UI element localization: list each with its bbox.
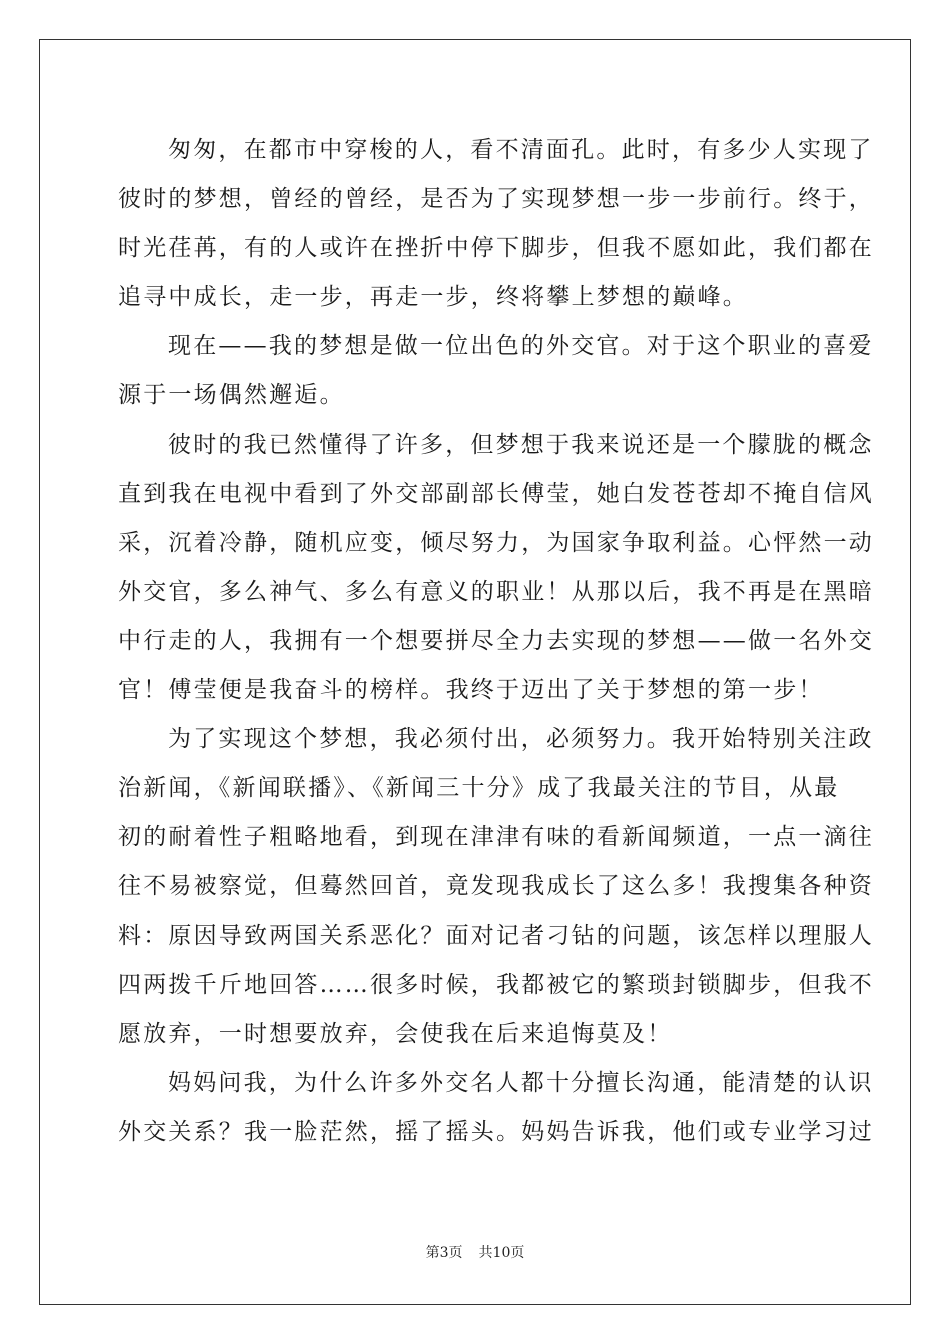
page-footer [0, 1244, 950, 1262]
text-line: 外交官，多么神气、多么有意义的职业！从那以后，我不再是在黑暗 [118, 578, 874, 605]
text-line: 彼时的梦想，曾经的曾经，是否为了实现梦想一步一步前行。终于， [118, 186, 874, 213]
text-line: 官！傅莹便是我奋斗的榜样。我终于迈出了关于梦想的第一步！ [118, 677, 824, 704]
text-line: 匆匆，在都市中穿梭的人，看不清面孔。此时，有多少人实现了 [168, 137, 874, 163]
page-number-total: 共10页 [478, 1245, 525, 1261]
text-line: 追寻中成长，走一步，再走一步，终将攀上梦想的巅峰。 [118, 284, 748, 311]
text-line: 四两拨千斤地回答……很多时候，我都被它的繁琐封锁脚步，但我不 [118, 971, 874, 998]
text-line: 初的耐着性子粗略地看，到现在津津有味的看新闻频道，一点一滴往 [118, 824, 874, 851]
text-line: 直到我在电视中看到了外交部副部长傅莹，她白发苍苍却不掩自信风 [118, 480, 874, 507]
text-line: 为了实现这个梦想，我必须付出，必须努力。我开始特别关注政 [168, 726, 874, 753]
text-line: 采，沉着冷静，随机应变，倾尽努力，为国家争取利益。心怦然一动 [118, 529, 874, 556]
text-line: 彼时的我已然懂得了许多，但梦想于我来说还是一个朦胧的概念 [168, 431, 874, 458]
text-line: 愿放弃，一时想要放弃，会使我在后来追悔莫及！ [118, 1020, 673, 1047]
text-line: 现在——我的梦想是做一位出色的外交官。对于这个职业的喜爱 [168, 333, 874, 360]
text-line: 中行走的人，我拥有一个想要拼尽全力去实现的梦想——做一名外交 [118, 627, 874, 654]
text-line: 往不易被察觉，但蓦然回首，竟发现我成长了这么多！我搜集各种资 [118, 873, 874, 900]
text-line: 治新闻，《新闻联播》、《新闻三十分》成了我最关注的节目，从最 [118, 775, 840, 802]
text-line: 源于一场偶然邂逅。 [118, 382, 345, 409]
text-line: 料：原因导致两国关系恶化？面对记者刁钻的问题，该怎样以理服人 [118, 922, 874, 949]
text-line: 外交关系？我一脸茫然，摇了摇头。妈妈告诉我，他们或专业学习过 [118, 1118, 874, 1145]
text-line: 妈妈问我，为什么许多外交名人都十分擅长沟通，能清楚的认识 [168, 1069, 874, 1096]
document-body [118, 126, 874, 1157]
text-line: 时光荏苒，有的人或许在挫折中停下脚步，但我不愿如此，我们都在 [118, 235, 874, 262]
page-number-current: 第3页 [425, 1245, 463, 1261]
